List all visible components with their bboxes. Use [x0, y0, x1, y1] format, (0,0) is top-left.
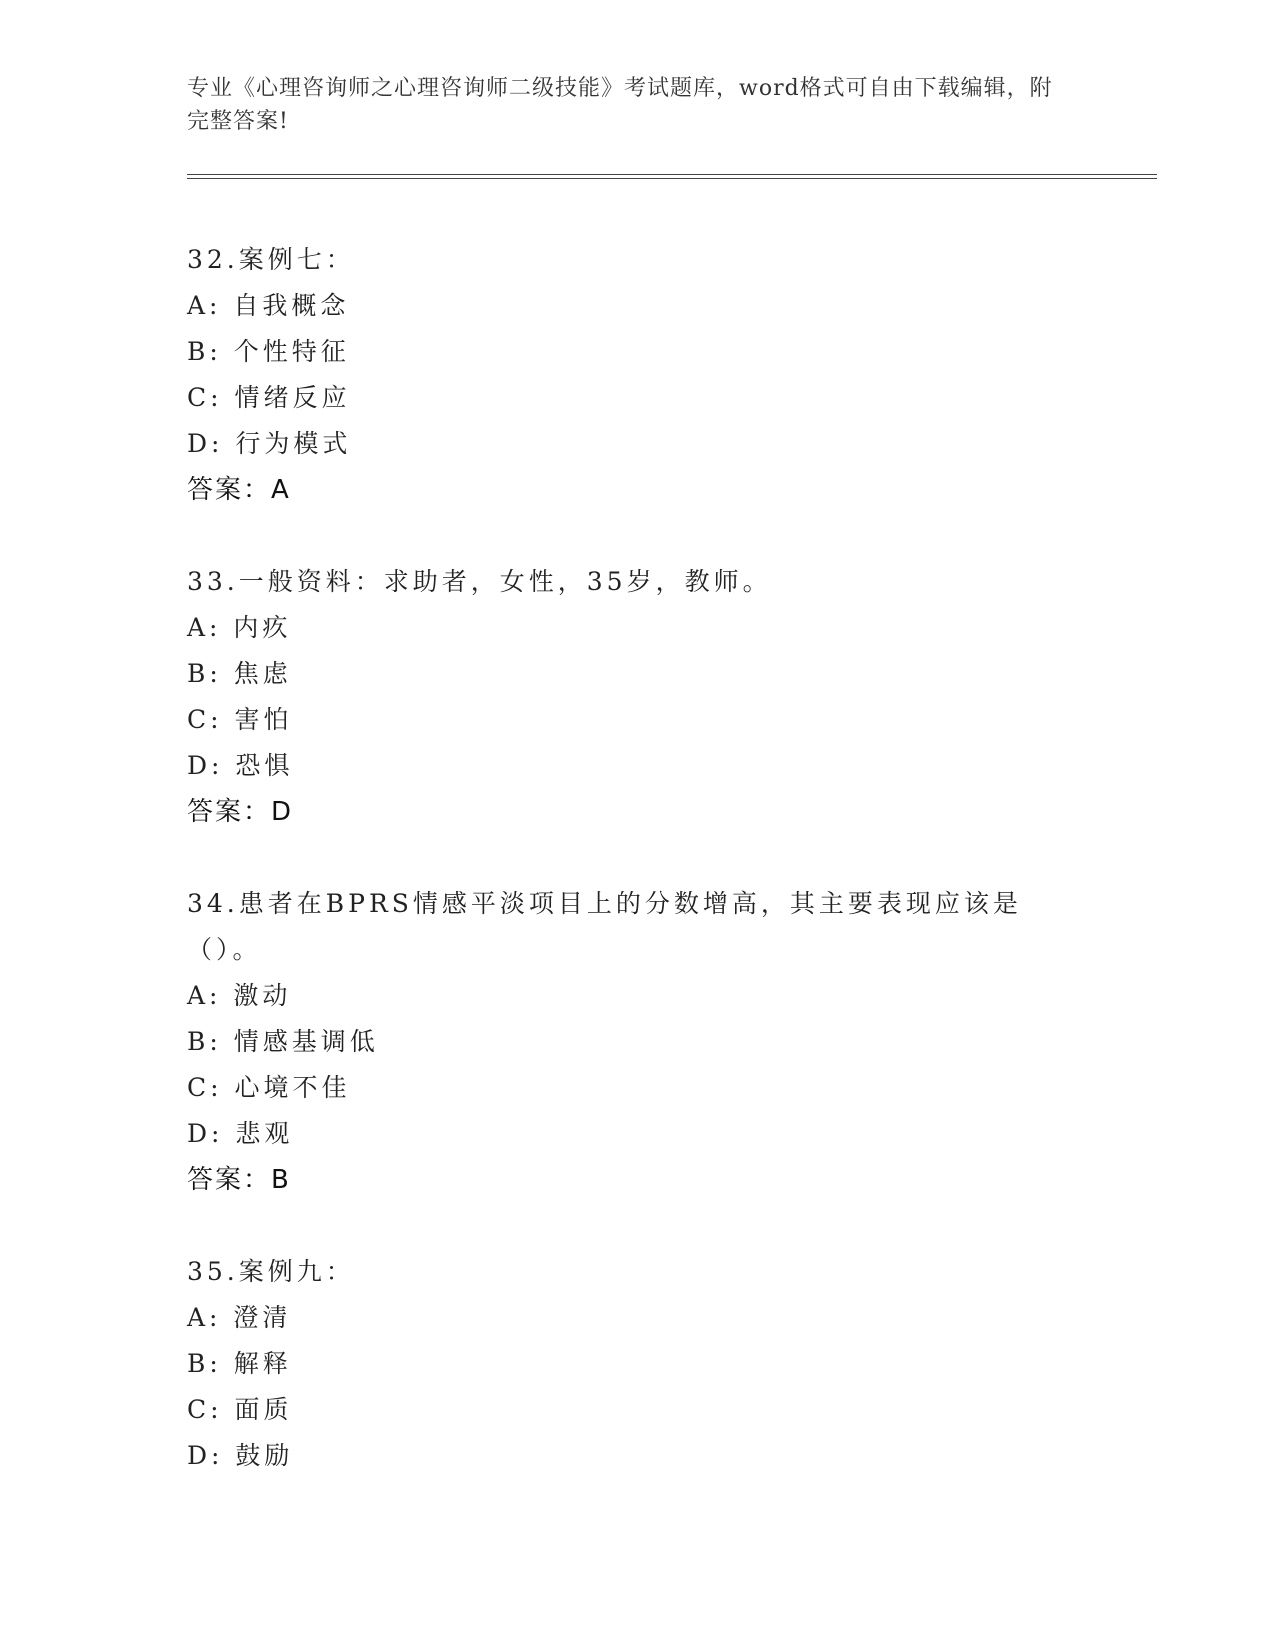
- question-32: [187, 237, 1157, 513]
- answer-line: 答案：A: [187, 475, 291, 505]
- question-35: [187, 1249, 1157, 1479]
- option-b: B: 解释: [187, 1349, 292, 1378]
- answer-line: 答案：D: [187, 797, 294, 827]
- option-b: B: 个性特征: [187, 337, 350, 366]
- option-a: A: 自我概念: [187, 291, 350, 320]
- option-a: A: 激动: [187, 981, 292, 1010]
- document-header: 专业《心理咨询师之心理咨询师二级技能》考试题库，word格式可自由下载编辑，附完整答案!: [187, 76, 1053, 134]
- question-stem: 33.一般资料：求助者，女性，35岁，教师。: [187, 567, 772, 596]
- option-d: D: 恐惧: [187, 751, 294, 780]
- option-a: A: 澄清: [187, 1303, 292, 1332]
- answer-line: 答案：B: [187, 1165, 291, 1195]
- question-list: [187, 237, 1157, 1479]
- header-divider: [187, 174, 1157, 179]
- option-b: B: 焦虑: [187, 659, 292, 688]
- option-d: D: 行为模式: [187, 429, 352, 458]
- document-page: [187, 72, 1157, 1525]
- question-stem: 34.患者在BPRS情感平淡项目上的分数增高，其主要表现应该是（）。: [187, 889, 1022, 964]
- option-c: C: 心境不佳: [187, 1073, 351, 1102]
- question-34: [187, 881, 1157, 1203]
- option-c: C: 害怕: [187, 705, 293, 734]
- question-33: [187, 559, 1157, 835]
- option-b: B: 情感基调低: [187, 1027, 379, 1056]
- option-d: D: 悲观: [187, 1119, 294, 1148]
- option-a: A: 内疚: [187, 613, 292, 642]
- question-stem: 35.案例九：: [187, 1257, 355, 1286]
- option-d: D: 鼓励: [187, 1441, 294, 1470]
- option-c: C: 面质: [187, 1395, 293, 1424]
- question-stem: 32.案例七：: [187, 245, 355, 274]
- option-c: C: 情绪反应: [187, 383, 351, 412]
